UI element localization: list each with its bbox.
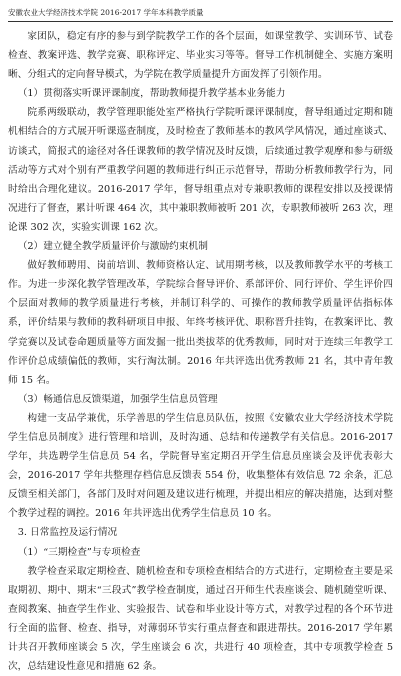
- paragraph-quality-evaluation: 做好教师聘用、岗前培训、教师资格认定、试用期考核，以及教师教学水平的考核工作。为进一步深化教学管理改革，学院综合督导评价、系部评价、同行评价、学生评价四个层面对教师的教学质量进行考核，并制订科学的、可操作的教师教学质量评估指标体系，评价结果与教师的教科研项目申报、年终考核评优、职称晋升挂钩，在教案评比、教学竞赛以及试卷命题质量等方面发掘一批出类拔萃的优秀教师，同时对于连续三年教学工作评价总成绩偏低的教师，实行淘汰制。2016 年共评选出优秀教师 21 名，其中青年教师 15 名。: [8, 260, 393, 386]
- running-header: 安徽农业大学经济技术学院 2016-2017 学年本科教学质量: [8, 8, 393, 22]
- subheading-quality-evaluation: （2）建立健全教学质量评价与激励约束机制: [17, 241, 208, 253]
- subheading-listening-evaluation: （1）贯彻落实听课评课制度，帮助教师提升教学基本业务能力: [17, 88, 286, 100]
- paragraph-continuation: 家团队，稳定有序的参与到学院教学工作的各个层面，如课堂教学、实训环节、试卷检查、教案评选、教学竞赛、职称评定、毕业实习等等。督导工作机制健全、实施方案明晰、分组式的定向督导模式，为学院在教学质量提升方面发挥了引领作用。: [8, 31, 393, 81]
- subheading-information-feedback: （3）畅通信息反馈渠道，加强学生信息员管理: [17, 393, 218, 405]
- document-body: [8, 27, 393, 676]
- paragraph-information-feedback: 构建一支品学兼优，乐学善思的学生信息员队伍，按照《安徽农业大学经济技术学院学生信息员制度》进行管理和培训，及时沟通、总结和传递教学有关信息。2016-2017 学年，共选聘学生信息员 54 名，学院督导室定期召开学生信息员座谈会及评优表彰大会，2016-2017 学年共整理存档信息反馈表 554 份，收集整体有效信息 72 余条，汇总反馈至相关部门，各部门及时对问题及建议进行梳理，并提出相应的解决措施，达到对整个教学过程的调控。2016 年共评选出优秀学生信息员 10 名。: [8, 412, 393, 520]
- paragraph-listening-evaluation: 院系两级联动，教学管理职能处室严格执行学院听课评课制度，督导组通过定期和随机相结合的方式展开听课巡查制度，及时检查了教师基本的教风学风情况，通过座谈式、访谈式，简报式的途径对各任课教师的教学情况及时反馈，后续通过教学观摩和参与研级活动等方式对个别有严重教学问题的教师进行纠正示范督导，帮助分析教师教学行为，同时给出合理化建议。2016-2017 学年，督导组重点对专兼职教师的课程安排以及授课情况进行了督查，累计听课 464 次，其中兼职教师被听 201 次，专职教师被听 263 次，理论课 302 次，实验实训课 162 次。: [8, 107, 393, 233]
- paragraph-three-period-inspection: 教学检查采取定期检查、随机检查和专项检查相结合的方式进行，定期检查主要是采取期初、期中、期末“三段式”教学检查制度，通过召开师生代表座谈会、随机随堂听课、查阅教案、抽查学生作业、实验报告、试卷和毕业设计等方式，对教学过程的各个环节进行全面的监督、检查、指导，对薄弱环节实行重点督查和跟进帮扶。2016-2017 学年累计共召开教师座谈会 5 次，学生座谈会 6 次，共进行 40 项检查，其中专项教学检查 5 次，总结建设性意见和措施 62 条。: [8, 565, 393, 673]
- subheading-three-period-inspection: （1）“三期检查”与专项检查: [17, 546, 141, 558]
- section-heading-daily-monitoring: 3. 日常监控及运行情况: [17, 527, 118, 539]
